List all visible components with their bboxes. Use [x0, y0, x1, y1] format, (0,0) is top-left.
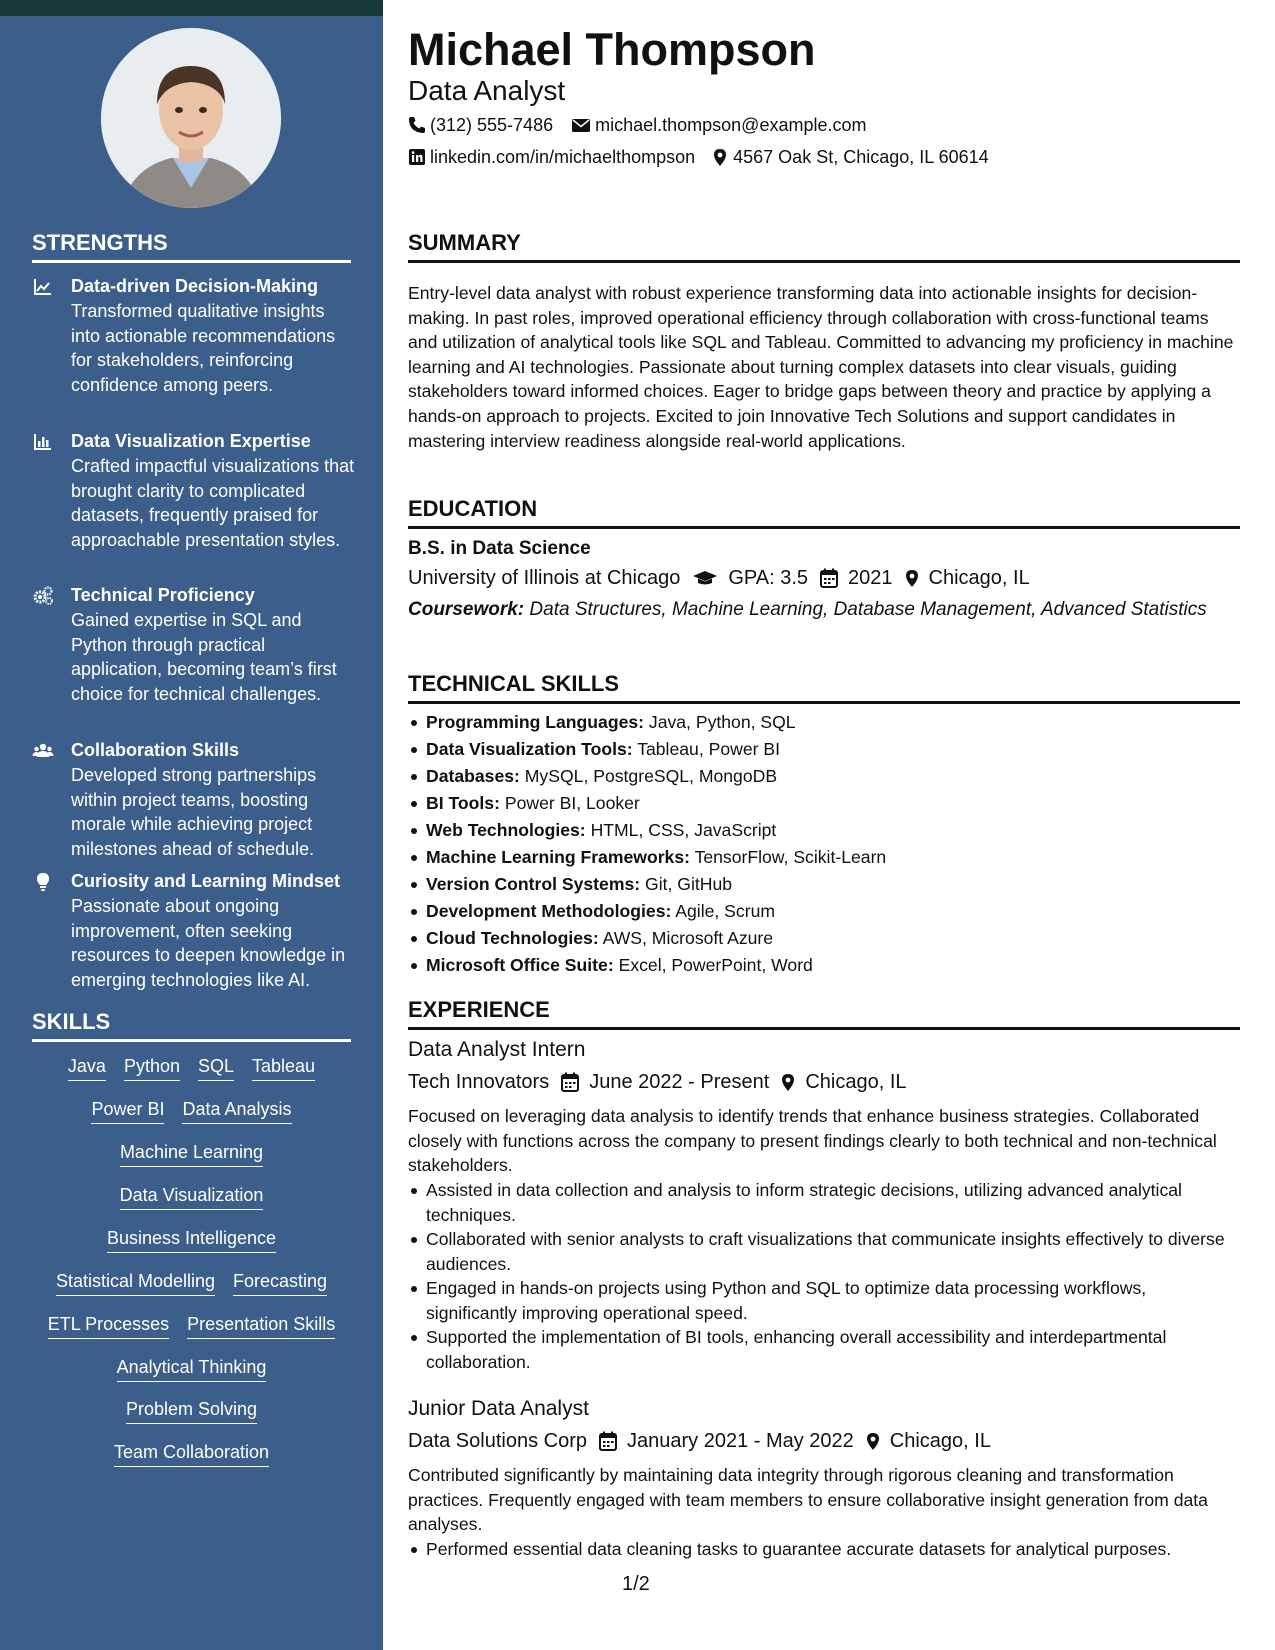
list-item: Supported the implementation of BI tools, enhancing overall accessibility and interdepartmental collaboration. [408, 1325, 1240, 1374]
skill-chip: SQL [198, 1055, 234, 1081]
candidate-name: Michael Thompson [408, 24, 816, 75]
lightbulb-icon [32, 871, 54, 893]
skill-chip: Analytical Thinking [117, 1356, 267, 1382]
skill-chip: Data Analysis [182, 1098, 291, 1124]
candidate-title: Data Analyst [408, 75, 566, 106]
strength-title: Technical Proficiency [71, 585, 255, 605]
linkedin-icon [408, 148, 426, 166]
contact-row [408, 114, 866, 136]
skill-row [32, 1184, 351, 1210]
coursework-list: Data Structures, Machine Learning, Database Management, Advanced Statistics [529, 599, 1207, 620]
technical-skills-list [408, 709, 1240, 979]
strength-description: Transformed qualitative insights into actionable recommendations for stakeholders, reinforcing confidence among peers. [71, 301, 336, 395]
job-dates: January 2021 - May 2022 [626, 1430, 854, 1452]
experience-heading: EXPERIENCE [408, 997, 1240, 1030]
strengths-heading: STRENGTHS [32, 230, 351, 263]
degree-title: B.S. in Data Science [408, 538, 591, 559]
sidebar-top-bar [0, 0, 383, 16]
list-item [408, 709, 1240, 736]
envelope-icon [571, 117, 591, 133]
skill-category: Microsoft Office Suite: [426, 955, 614, 975]
email-address[interactable]: michael.thompson@example.com [595, 115, 867, 135]
list-item: Performed essential data cleaning tasks to guarantee accurate datasets for analytical purposes. [408, 1537, 1240, 1562]
skill-category: Web Technologies: [426, 820, 586, 840]
skill-row [32, 1356, 351, 1382]
list-item [408, 871, 1240, 898]
skill-chip: Machine Learning [120, 1141, 263, 1167]
job-meta [408, 1428, 991, 1454]
skill-values: Java, Python, SQL [648, 712, 796, 732]
skill-values: HTML, CSS, JavaScript [590, 820, 777, 840]
line-chart-icon [32, 276, 54, 298]
list-item [408, 952, 1240, 979]
job-title: Data Analyst Intern [408, 1038, 586, 1061]
list-item [408, 763, 1240, 790]
map-marker-icon [866, 1432, 880, 1451]
map-marker-icon [781, 1073, 795, 1092]
job-bullets [408, 1537, 1240, 1562]
job-location: Chicago, IL [889, 1430, 991, 1452]
skill-chip: Forecasting [233, 1270, 327, 1296]
strength-description: Crafted impactful visualizations that brought clarity to complicated datasets, frequently praised for approachable presentation styles. [71, 456, 355, 550]
map-marker-icon [713, 148, 727, 167]
skill-category: Cloud Technologies: [426, 928, 599, 948]
technical-skills-heading: TECHNICAL SKILLS [408, 671, 1240, 704]
list-item: Engaged in hands-on projects using Python and SQL to optimize data processing workflows, significantly improving operational speed. [408, 1276, 1240, 1325]
sidebar [0, 0, 383, 1650]
list-item [408, 898, 1240, 925]
strength-title: Data Visualization Expertise [71, 431, 311, 451]
skill-values: MySQL, PostgreSQL, MongoDB [524, 766, 778, 786]
education-location: Chicago, IL [928, 567, 1030, 589]
skill-values: AWS, Microsoft Azure [602, 928, 774, 948]
skill-row [32, 1055, 351, 1081]
skill-values: TensorFlow, Scikit-Learn [694, 847, 887, 867]
map-marker-icon [905, 569, 919, 588]
skill-chip: Team Collaboration [114, 1441, 269, 1467]
skill-chip: Tableau [252, 1055, 315, 1081]
address: 4567 Oak St, Chicago, IL 60614 [733, 147, 989, 167]
skill-chip: Problem Solving [126, 1398, 257, 1424]
job-title: Junior Data Analyst [408, 1397, 589, 1420]
skill-chip: Statistical Modelling [56, 1270, 215, 1296]
bar-chart-icon [32, 431, 54, 453]
phone-icon [408, 116, 426, 134]
job-summary: Contributed significantly by maintaining data integrity through rigorous cleaning and transformation practices. Frequently engaged with team members to ensure collaborative insight generation from data analyses. [408, 1465, 1208, 1535]
skill-category: Version Control Systems: [426, 874, 641, 894]
list-item [408, 790, 1240, 817]
page-number: 1/2 [622, 1573, 650, 1595]
job-location: Chicago, IL [805, 1071, 907, 1093]
graduation-cap-icon [692, 569, 718, 587]
job-summary: Focused on leveraging data analysis to identify trends that enhance business strategies. Collaborated closely with functions across the company to present findings clearly to both technical and non-technical stakeholders. [408, 1106, 1217, 1176]
skill-row [32, 1441, 351, 1467]
skill-chip: ETL Processes [48, 1313, 169, 1339]
skill-chip: Power BI [91, 1098, 164, 1124]
company-name: Data Solutions Corp [408, 1430, 587, 1452]
calendar-icon [599, 1431, 617, 1451]
skill-category: Machine Learning Frameworks: [426, 847, 690, 867]
skill-category: Data Visualization Tools: [426, 739, 633, 759]
coursework [408, 598, 1240, 622]
school-name: University of Illinois at Chicago [408, 567, 681, 589]
skills-heading: SKILLS [32, 1009, 351, 1042]
job-meta [408, 1069, 907, 1095]
strength-title: Data-driven Decision-Making [71, 276, 319, 296]
skill-chip: Presentation Skills [187, 1313, 335, 1339]
strength-description: Passionate about ongoing improvement, often seeking resources to deepen knowledge in emerging technologies like AI. [71, 896, 346, 990]
skill-row [32, 1227, 351, 1253]
skill-row [32, 1398, 351, 1424]
users-icon [32, 740, 54, 762]
coursework-label: Coursework: [408, 599, 525, 620]
list-item: Assisted in data collection and analysis to inform strategic decisions, utilizing advanced analytical techniques. [408, 1178, 1240, 1227]
skill-row [32, 1270, 351, 1296]
calendar-icon [561, 1072, 579, 1092]
avatar-portrait-icon [101, 28, 281, 208]
skill-category: BI Tools: [426, 793, 500, 813]
avatar [101, 28, 281, 208]
strength-description: Developed strong partnerships within project teams, boosting morale while achieving project milestones ahead of schedule. [71, 765, 317, 859]
gpa: GPA: 3.5 [728, 567, 809, 589]
job-dates: June 2022 - Present [589, 1071, 770, 1093]
skill-row [32, 1313, 351, 1339]
skill-row [32, 1141, 351, 1167]
summary-heading: SUMMARY [408, 230, 1240, 263]
skill-chip: Business Intelligence [107, 1227, 276, 1253]
skill-chip: Data Visualization [120, 1184, 264, 1210]
skill-values: Power BI, Looker [504, 793, 640, 813]
skill-category: Development Methodologies: [426, 901, 672, 921]
company-name: Tech Innovators [408, 1071, 550, 1093]
strength-title: Collaboration Skills [71, 740, 240, 760]
list-item [408, 925, 1240, 952]
skill-values: Git, GitHub [645, 874, 733, 894]
education-meta [408, 565, 1030, 591]
skill-values: Agile, Scrum [675, 901, 776, 921]
skill-category: Programming Languages: [426, 712, 644, 732]
job-bullets [408, 1178, 1240, 1374]
summary-text: Entry-level data analyst with robust experience transforming data into actionable insights for decision-making. In past roles, improved operational efficiency through collaboration with cross-functional teams and utilization of analytical tools like SQL and Tableau. Committed to advancing my proficiency in machine learning and AI technologies. Passionate about turning complex datasets into clear visuals, guiding stakeholders toward informed choices. Eager to bridge gaps between theory and practice by applying a hands-on approach to projects. Excited to join Innovative Tech Solutions and support candidates in mastering interview readiness alongside real-world applications. [408, 283, 1234, 451]
strength-description: Gained expertise in SQL and Python through practical application, becoming team’s first choice for technical challenges. [71, 610, 337, 704]
education-heading: EDUCATION [408, 496, 1240, 529]
list-item [408, 817, 1240, 844]
list-item [408, 736, 1240, 763]
skill-category: Databases: [426, 766, 520, 786]
list-item [408, 844, 1240, 871]
phone-number: (312) 555-7486 [430, 115, 554, 135]
skill-chip: Java [68, 1055, 106, 1081]
gears-icon [32, 585, 54, 607]
skill-values: Tableau, Power BI [637, 739, 780, 759]
strength-title: Curiosity and Learning Mindset [71, 871, 341, 891]
skill-row [32, 1098, 351, 1124]
graduation-year: 2021 [848, 567, 893, 589]
contact-row [408, 146, 989, 168]
skill-values: Excel, PowerPoint, Word [618, 955, 813, 975]
list-item: Collaborated with senior analysts to craft visualizations that communicate insights effectively to diverse audiences. [408, 1227, 1240, 1276]
skill-chip: Python [124, 1055, 180, 1081]
linkedin-link[interactable]: linkedin.com/in/michaelthompson [430, 147, 696, 167]
calendar-icon [820, 568, 838, 588]
